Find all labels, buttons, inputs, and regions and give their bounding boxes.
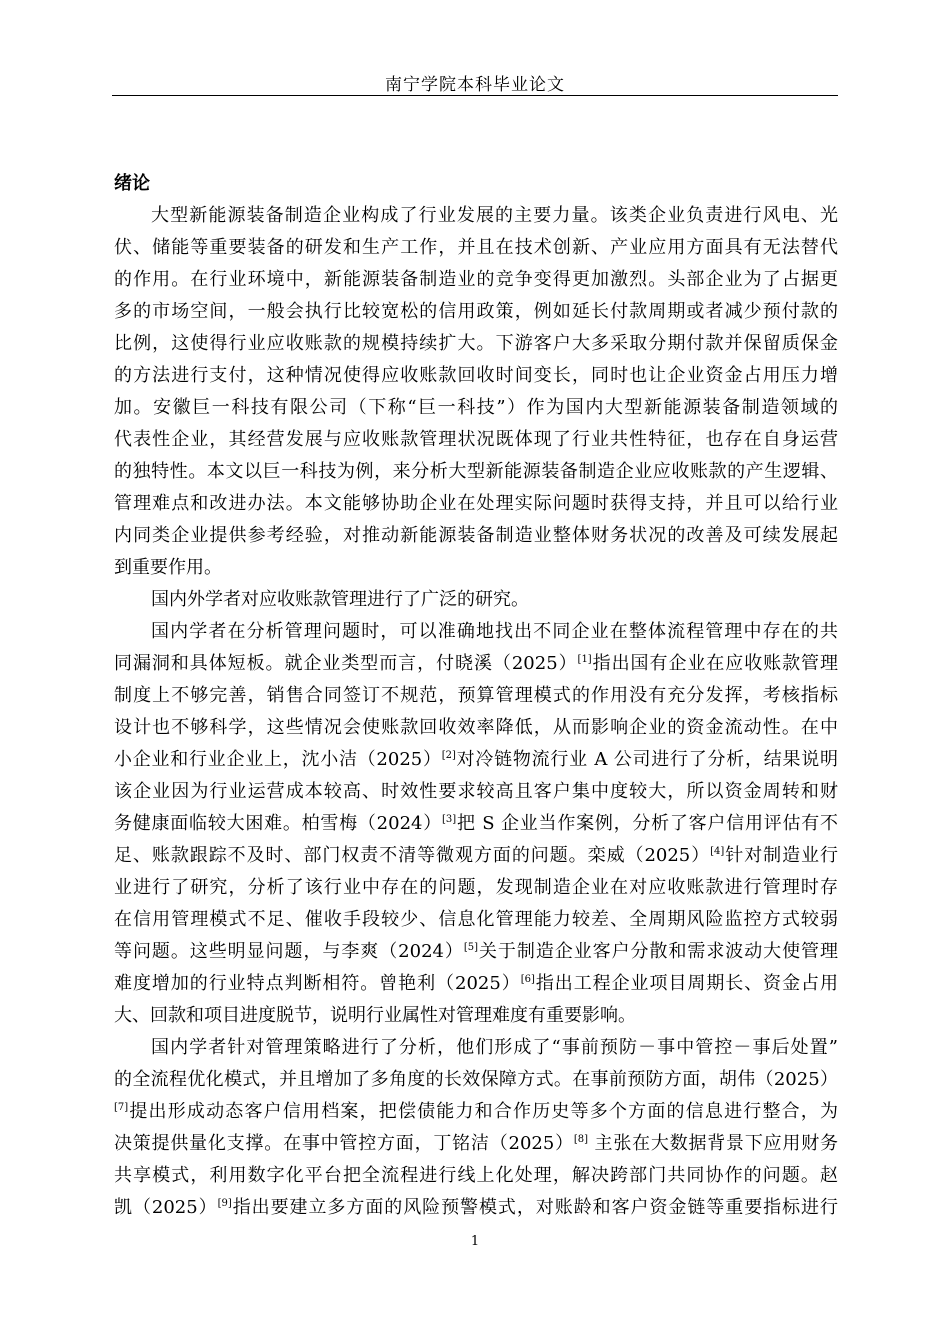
- text-segment: 该企业因为行业运营成本较高、时效性要求较高且客户集中度较大，所以资金周转和财: [114, 781, 838, 802]
- text-segment: 足、账款跟踪不及时、部门权责不清等微观方面的问题。栾威（2025）: [114, 845, 711, 866]
- text-segment: 的全流程优化模式，并且增加了多角度的长效保障方式。在事前预防方面，胡伟（2025）: [114, 1069, 838, 1090]
- text-line: [114, 392, 838, 424]
- text-segment: 内同类企业提供参考经验，对推动新能源装备制造业整体财务状况的改善及可续发展起: [114, 525, 838, 546]
- text-segment: 凯（2025）: [114, 1197, 218, 1218]
- text-line: [114, 712, 838, 744]
- header-divider: [112, 95, 838, 96]
- text-segment: 国内外学者对应收账款管理进行了广泛的研究。: [151, 589, 529, 610]
- text-segment: 的作用。在行业环境中，新能源装备制造业的竞争变得更加激烈。头部企业为了占据更: [114, 269, 838, 290]
- text-line: [114, 904, 838, 936]
- text-line: [114, 264, 838, 296]
- text-segment: 大、回款和项目进度脱节，说明行业属性对管理难度有重要影响。: [114, 1005, 636, 1026]
- text-segment: 加。安徽巨一科技有限公司（下称“巨一科技”）作为国内大型新能源装备制造领域的: [114, 397, 838, 418]
- text-line: [114, 1128, 838, 1160]
- text-line: [114, 776, 838, 808]
- text-segment: 的独特性。本文以巨一科技为例，来分析大型新能源装备制造企业应收账款的产生逻辑、: [114, 461, 838, 482]
- text-segment: 对冷链物流行业 A 公司进行了分析，结果说明: [455, 749, 838, 770]
- text-line: [114, 1064, 838, 1096]
- text-segment: 大型新能源装备制造企业构成了行业发展的主要力量。该类企业负责进行风电、光: [151, 205, 838, 226]
- citation-marker: [4]: [710, 846, 725, 857]
- citation-marker: [8]: [573, 1134, 589, 1145]
- text-line: [114, 424, 838, 456]
- page-header-title: 南宁学院本科毕业论文: [385, 75, 565, 95]
- text-segment: 小企业和行业企业上，沈小洁（2025）: [114, 749, 442, 770]
- text-line: [114, 232, 838, 264]
- paragraph-lines: [114, 200, 838, 1224]
- text-segment: 务健康面临较大困难。柏雪梅（2024）: [114, 813, 443, 834]
- text-line: [114, 648, 838, 680]
- citation-marker: [7]: [114, 1102, 129, 1113]
- text-line: [114, 968, 838, 1000]
- text-line: [114, 936, 838, 968]
- text-line: [114, 552, 838, 584]
- text-line: [114, 872, 838, 904]
- text-line: [114, 200, 838, 232]
- text-line: [114, 584, 838, 616]
- text-segment: 指出工程企业项目周期长、资金占用: [534, 973, 838, 994]
- text-segment: 多的市场空间，一般会执行比较宽松的信用政策，例如延长付款周期或者减少预付款的: [114, 301, 838, 322]
- text-line: [114, 1000, 838, 1032]
- text-segment: 设计也不够科学，这些情况会使账款回收效率降低，从而影响企业的资金流动性。在中: [114, 717, 838, 738]
- text-segment: 国内学者在分析管理问题时，可以准确地找出不同企业在整体流程管理中存在的共: [151, 621, 838, 642]
- text-segment: 伏、储能等重要装备的研发和生产工作，并且在技术创新、产业应用方面具有无法替代: [114, 237, 838, 258]
- text-segment: 同漏洞和具体短板。就企业类型而言，付晓溪（2025）: [114, 653, 578, 674]
- text-segment: 管理难点和改进办法。本文能够协助企业在处理实际问题时获得支持，并且可以给行业: [114, 493, 838, 514]
- text-segment: 比例，这使得行业应收账款的规模持续扩大。下游客户大多采取分期付款并保留质保金: [114, 333, 838, 354]
- text-line: [114, 1032, 838, 1064]
- text-line: [114, 296, 838, 328]
- text-line: [114, 520, 838, 552]
- text-segment: 国内学者针对管理策略进行了分析，他们形成了“事前预防－事中管控－事后处置”: [151, 1037, 838, 1058]
- text-line: [114, 456, 838, 488]
- text-segment: 主张在大数据背景下应用财务: [588, 1133, 838, 1154]
- text-line: [114, 1096, 838, 1128]
- text-line: [114, 488, 838, 520]
- text-segment: 代表性企业，其经营发展与应收账款管理状况既体现了行业共性特征，也存在自身运营: [114, 429, 838, 450]
- text-segment: 指出要建立多方面的风险预警模式，对账龄和客户资金链等重要指标进行: [231, 1197, 838, 1218]
- citation-marker: [2]: [441, 750, 456, 761]
- citation-marker: [9]: [217, 1198, 232, 1209]
- text-segment: 指出国有企业在应收账款管理: [591, 653, 838, 674]
- section-heading: 绪论: [114, 173, 150, 194]
- text-line: [114, 616, 838, 648]
- text-segment: 决策提供量化支撑。在事中管控方面，丁铭洁（2025）: [114, 1133, 574, 1154]
- text-segment: 共享模式，利用数字化平台把全流程进行线上化处理，解决跨部门共同协作的问题。赵: [114, 1165, 838, 1186]
- text-line: [114, 744, 838, 776]
- text-line: [114, 328, 838, 360]
- text-segment: 针对制造业行: [724, 845, 838, 866]
- text-segment: 等问题。这些明显问题，与李爽（2024）: [114, 941, 464, 962]
- text-segment: 难度增加的行业特点判断相符。曾艳利（2025）: [114, 973, 521, 994]
- text-line: [114, 680, 838, 712]
- text-line: [114, 808, 838, 840]
- text-line: [114, 1192, 838, 1224]
- text-line: [114, 840, 838, 872]
- text-line: [114, 1160, 838, 1192]
- citation-marker: [1]: [577, 654, 592, 665]
- text-segment: 在信用管理模式不足、催收手段较少、信息化管理能力较差、全周期风险监控方式较弱: [114, 909, 838, 930]
- text-segment: 制度上不够完善，销售合同签订不规范，预算管理模式的作用没有充分发挥，考核指标: [114, 685, 838, 706]
- text-segment: 把 S 企业当作案例，分析了客户信用评估有不: [456, 813, 838, 834]
- citation-marker: [6]: [520, 974, 535, 985]
- text-segment: 到重要作用。: [114, 557, 222, 578]
- text-segment: 关于制造企业客户分散和需求波动大使管理: [478, 941, 838, 962]
- text-line: [114, 360, 838, 392]
- page-number: 1: [470, 1234, 480, 1249]
- text-segment: 提出形成动态客户信用档案，把偿债能力和合作历史等多个方面的信息进行整合，为: [128, 1101, 838, 1122]
- body-text: [114, 168, 838, 1224]
- text-segment: 业进行了研究，分析了该行业中存在的问题，发现制造企业在对应收账款进行管理时存: [114, 877, 838, 898]
- text-segment: 的方法进行支付，这种情况使得应收账款回收时间变长，同时也让企业资金占用压力增: [114, 365, 838, 386]
- citation-marker: [3]: [442, 814, 457, 825]
- citation-marker: [5]: [463, 942, 479, 953]
